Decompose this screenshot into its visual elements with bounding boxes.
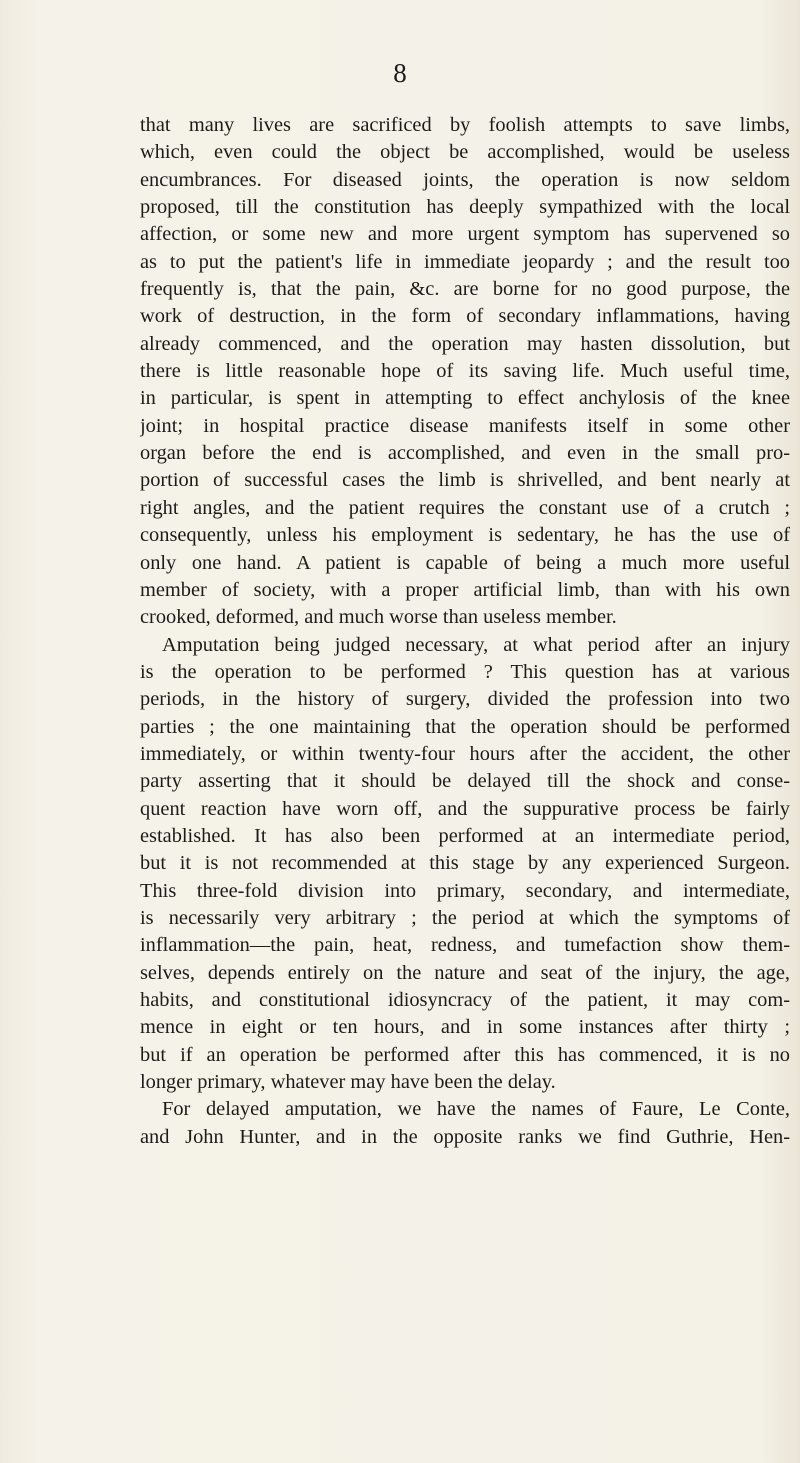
text-line: longer primary, whatever may have been the delay.	[140, 1071, 556, 1094]
text-line: For delayed amputation, we have the names of Faure, Le Conte,	[162, 1098, 790, 1121]
text-line: quent reaction have worn off, and the suppurative process be fairly	[140, 797, 790, 820]
text-line: only one hand. A patient is capable of being a much more useful	[140, 551, 790, 574]
text-line: crooked, deformed, and much worse than useless member.	[140, 606, 617, 629]
text-line: that many lives are sacrificed by foolish attempts to save limbs,	[140, 114, 790, 136]
text-line: parties ; the one maintaining that the operation should be performed	[140, 715, 790, 738]
text-line: there is little reasonable hope of its saving life. Much useful time,	[140, 360, 790, 383]
page-number: 8	[393, 58, 407, 88]
text-line: mence in eight or ten hours, and in some instances after thirty ;	[140, 1016, 790, 1039]
text-line: work of destruction, in the form of secondary inflammations, having	[140, 305, 790, 328]
text-line: This three-fold division into primary, secondary, and intermediate,	[140, 879, 790, 902]
paragraph-3	[140, 1096, 790, 1151]
text-line: as to put the patient's life in immediate jeopardy ; and the result too	[140, 250, 790, 273]
text-line: selves, depends entirely on the nature and seat of the injury, the age,	[140, 961, 790, 984]
text-line: which, even could the object be accomplished, would be useless	[140, 141, 790, 164]
text-line: is the operation to be performed ? This question has at various	[140, 660, 790, 683]
text-line: Amputation being judged necessary, at what period after an injury	[162, 633, 790, 656]
text-line: already commenced, and the operation may hasten dissolution, but	[140, 332, 790, 355]
text-line: consequently, unless his employment is sedentary, he has the use of	[140, 524, 790, 547]
paragraph-1	[140, 112, 790, 632]
text-line: habits, and constitutional idiosyncracy of the patient, it may com-	[140, 989, 790, 1011]
text-line: is necessarily very arbitrary ; the period at which the symptoms of	[140, 906, 790, 929]
text-line: but if an operation be performed after this has commenced, it is no	[140, 1043, 790, 1066]
text-line: member of society, with a proper artificial limb, than with his own	[140, 578, 790, 601]
text-line: periods, in the history of surgery, divided the profession into two	[140, 688, 790, 711]
text-line: organ before the end is accomplished, and even in the small pro-	[140, 442, 790, 465]
paragraph-2	[140, 632, 790, 1097]
body-text	[140, 112, 790, 1151]
text-line: but it is not recommended at this stage by any experienced Surgeon.	[140, 852, 790, 875]
text-line: immediately, or within twenty-four hours after the accident, the other	[140, 742, 790, 765]
text-line: proposed, till the constitution has deeply sympathized with the local	[140, 196, 790, 219]
text-line: frequently is, that the pain, &c. are borne for no good purpose, the	[140, 278, 790, 301]
text-line: and John Hunter, and in the opposite ranks we find Guthrie, Hen-	[140, 1125, 790, 1148]
text-line: encumbrances. For diseased joints, the operation is now seldom	[140, 168, 790, 191]
text-line: inflammation—the pain, heat, redness, and tumefaction show them-	[140, 934, 790, 957]
text-line: right angles, and the patient requires the constant use of a crutch ;	[140, 496, 790, 519]
text-line: party asserting that it should be delayed till the shock and conse-	[140, 770, 790, 793]
text-line: affection, or some new and more urgent symptom has supervened so	[140, 223, 790, 246]
text-line: portion of successful cases the limb is shrivelled, and bent nearly at	[140, 469, 790, 492]
text-line: joint; in hospital practice disease manifests itself in some other	[140, 414, 790, 437]
text-line: in particular, is spent in attempting to effect anchylosis of the knee	[140, 387, 790, 410]
text-line: established. It has also been performed at an intermediate period,	[140, 824, 790, 847]
